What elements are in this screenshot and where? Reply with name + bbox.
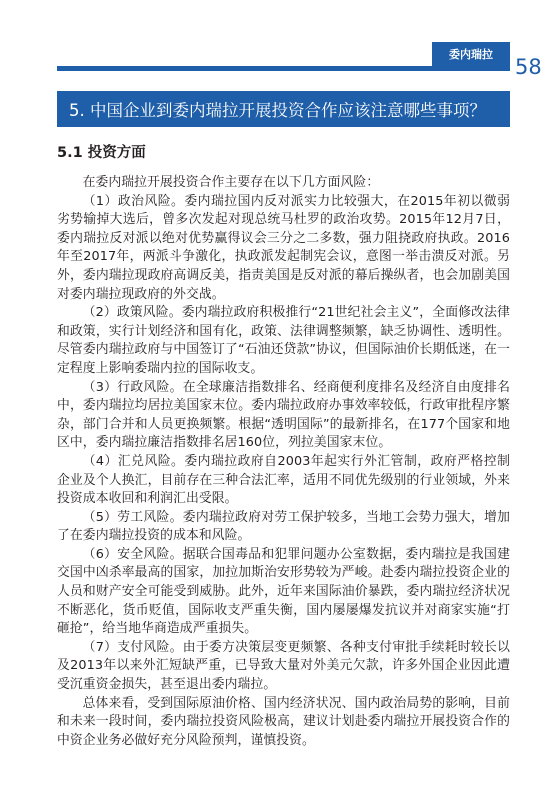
summary-paragraph: 总体来看，受到国际原油价格、国内经济状况、国内政治局势的影响，目前和未来一段时间，委内瑞拉投资风险极高，建议计划赴委内瑞拉开展投资合作的中资企业务必做好充分风险预判，谨慎投资。 xyxy=(57,695,510,748)
chapter-title-banner xyxy=(57,91,510,127)
running-header-tab: 委内瑞拉 xyxy=(432,42,510,66)
labor-risk-paragraph: （5）劳工风险。委内瑞拉政府对劳工保护较多，当地工会势力强大，增加了在委内瑞拉投资的成本和风险。 xyxy=(57,509,510,544)
payment-risk-paragraph: （7）支付风险。由于委方决策层变更频繁、各种支付审批手续耗时较长以及2013年以来外汇短缺严重，已导致大量对外美元欠款，许多外国企业因此遭受沉重资金损失，甚至退出委内瑞拉。 xyxy=(57,639,510,693)
administrative-risk-paragraph: （3）行政风险。在全球廉洁指数排名、经商便利度排名及经济自由度排名中，委内瑞拉均居拉美国家末位。委内瑞拉政府办事效率较低，行政审批程序繁杂，部门合并和人员更换频繁。根据“透明国际”的最新排名，在177个国家和地区中，委内瑞拉廉洁指数排名居160位，列拉美国家末位。 xyxy=(57,379,510,451)
intro-paragraph: 在委内瑞拉开展投资合作主要存在以下几方面风险： xyxy=(82,175,380,190)
security-risk-paragraph: （6）安全风险。据联合国毒品和犯罪问题办公室数据，委内瑞拉是我国建交国中凶杀率最高的国家，加拉加斯治安形势较为严峻。赴委内瑞拉投资企业的人员和财产安全可能受到威胁。此外，近年来国际油价暴跌，委内瑞拉经济状况不断恶化，货币贬值，国际收支严重失衡，国内屡屡爆发抗议并对商家实施“打砸抢”，给当地华商造成严重损失。 xyxy=(57,546,510,637)
exchange-risk-paragraph: （4）汇兑风险。委内瑞拉政府自2003年起实行外汇管制，政府严格控制企业及个人换汇，目前存在三种合法汇率，适用不同优先级别的行业领域，外来投资成本收回和利润汇出受限。 xyxy=(57,453,510,507)
header-divider xyxy=(57,66,510,71)
page-number: 58 xyxy=(515,55,542,79)
section-heading: 5.1 投资方面 xyxy=(57,145,146,161)
chapter-title: 5. 中国企业到委内瑞拉开展投资合作应该注意哪些事项？ xyxy=(69,101,486,120)
policy-risk-paragraph: （2）政策风险。委内瑞拉政府积极推行“21世纪社会主义”，全面修改法律和政策，实行计划经济和国有化，政策、法律调整频繁，缺乏协调性、透明性。尽管委内瑞拉政府与中国签订了“石油还贷款”协议，但国际油价长期低迷，在一定程度上影响委瑞内拉的国际收支。 xyxy=(57,305,510,376)
political-risk-paragraph: （1）政治风险。委内瑞拉国内反对派实力比较强大，在2015年初以微弱劣势输掉大选后，曾多次发起对现总统马杜罗的政治攻势。2015年12月7日，委内瑞拉反对派以绝对优势赢得议会三分之二多数，强力阻挠政府执政。2016年至2017年，两派斗争激化，执政派发起制宪会议，意图一举击溃反对派。另外，委内瑞拉现政府高调反美，指责美国是反对派的幕后操纵者，也会加剧美国对委内瑞拉现政府的外交战。 xyxy=(57,193,510,302)
body-text xyxy=(57,174,510,750)
